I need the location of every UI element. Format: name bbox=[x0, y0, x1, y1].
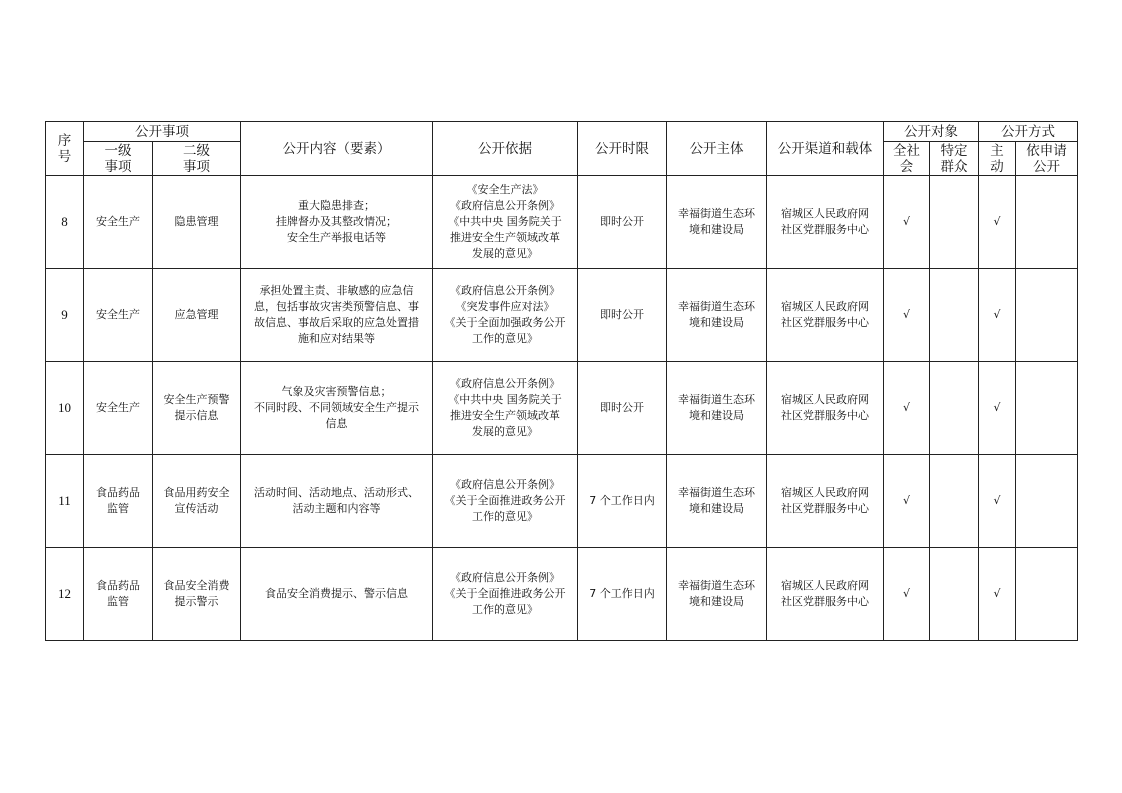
cell-channel: 宿城区人民政府网 社区党群服务中心 bbox=[767, 455, 884, 548]
header-method: 公开方式 bbox=[979, 122, 1078, 142]
cell-content: 承担处置主责、非敏感的应急信 息，包括事故灾害类预警信息、事 故信息、事故后采取的应急处置措 施和应对结果等 bbox=[241, 269, 433, 362]
cell-method-active: √ bbox=[979, 362, 1016, 455]
cell-target-specific bbox=[930, 362, 979, 455]
table-row bbox=[46, 455, 1078, 548]
cell-basis: 《政府信息公开条例》 《关于全面推进政务公开 工作的意见》 bbox=[433, 548, 578, 641]
cell-method-active: √ bbox=[979, 455, 1016, 548]
cell-method-apply bbox=[1016, 548, 1078, 641]
cell-channel: 宿城区人民政府网 社区党群服务中心 bbox=[767, 362, 884, 455]
cell-time-limit: 7 个工作日内 bbox=[578, 548, 667, 641]
cell-basis: 《安全生产法》 《政府信息公开条例》 《中共中央 国务院关于 推进安全生产领域改革 发展的意见》 bbox=[433, 176, 578, 269]
cell-subject: 幸福街道生态环 境和建设局 bbox=[667, 269, 767, 362]
cell-target-all: √ bbox=[884, 455, 930, 548]
cell-target-specific bbox=[930, 269, 979, 362]
header-method-active: 主 动 bbox=[979, 142, 1016, 176]
cell-basis: 《政府信息公开条例》 《关于全面推进政务公开 工作的意见》 bbox=[433, 455, 578, 548]
cell-content: 重大隐患排查； 挂牌督办及其整改情况； 安全生产举报电话等 bbox=[241, 176, 433, 269]
header-target-specific: 特定 群众 bbox=[930, 142, 979, 176]
table-row bbox=[46, 548, 1078, 641]
header-items: 公开事项 bbox=[84, 122, 241, 142]
cell-target-all: √ bbox=[884, 176, 930, 269]
cell-level2: 食品安全消费 提示警示 bbox=[153, 548, 241, 641]
header-basis: 公开依据 bbox=[433, 122, 578, 176]
cell-time-limit: 即时公开 bbox=[578, 176, 667, 269]
header-content: 公开内容（要素） bbox=[241, 122, 433, 176]
header-level2: 二级 事项 bbox=[153, 142, 241, 176]
cell-content: 气象及灾害预警信息； 不同时段、不同领域安全生产提示 信息 bbox=[241, 362, 433, 455]
cell-subject: 幸福街道生态环 境和建设局 bbox=[667, 176, 767, 269]
cell-target-all: √ bbox=[884, 269, 930, 362]
cell-method-active: √ bbox=[979, 269, 1016, 362]
cell-subject: 幸福街道生态环 境和建设局 bbox=[667, 362, 767, 455]
cell-method-active: √ bbox=[979, 548, 1016, 641]
table-header bbox=[46, 122, 1078, 176]
cell-seq: 11 bbox=[46, 455, 84, 548]
cell-content: 活动时间、活动地点、活动形式、 活动主题和内容等 bbox=[241, 455, 433, 548]
cell-method-apply bbox=[1016, 362, 1078, 455]
table-row bbox=[46, 269, 1078, 362]
header-target: 公开对象 bbox=[884, 122, 979, 142]
header-channel: 公开渠道和载体 bbox=[767, 122, 884, 176]
cell-target-specific bbox=[930, 455, 979, 548]
cell-level1: 食品药品 监管 bbox=[84, 455, 153, 548]
cell-level1: 食品药品 监管 bbox=[84, 548, 153, 641]
cell-level2: 食品用药安全 宣传活动 bbox=[153, 455, 241, 548]
table-body bbox=[46, 176, 1078, 641]
cell-seq: 9 bbox=[46, 269, 84, 362]
cell-subject: 幸福街道生态环 境和建设局 bbox=[667, 455, 767, 548]
header-target-all: 全社 会 bbox=[884, 142, 930, 176]
cell-level2: 应急管理 bbox=[153, 269, 241, 362]
cell-seq: 12 bbox=[46, 548, 84, 641]
header-time-limit: 公开时限 bbox=[578, 122, 667, 176]
cell-method-apply bbox=[1016, 176, 1078, 269]
cell-level1: 安全生产 bbox=[84, 362, 153, 455]
cell-method-apply bbox=[1016, 269, 1078, 362]
cell-time-limit: 即时公开 bbox=[578, 362, 667, 455]
cell-method-apply bbox=[1016, 455, 1078, 548]
cell-basis: 《政府信息公开条例》 《突发事件应对法》 《关于全面加强政务公开 工作的意见》 bbox=[433, 269, 578, 362]
header-subject: 公开主体 bbox=[667, 122, 767, 176]
cell-subject: 幸福街道生态环 境和建设局 bbox=[667, 548, 767, 641]
cell-seq: 8 bbox=[46, 176, 84, 269]
cell-level1: 安全生产 bbox=[84, 269, 153, 362]
cell-channel: 宿城区人民政府网 社区党群服务中心 bbox=[767, 548, 884, 641]
cell-target-all: √ bbox=[884, 362, 930, 455]
cell-channel: 宿城区人民政府网 社区党群服务中心 bbox=[767, 269, 884, 362]
cell-target-specific bbox=[930, 548, 979, 641]
cell-time-limit: 即时公开 bbox=[578, 269, 667, 362]
header-method-apply: 依申请 公开 bbox=[1016, 142, 1078, 176]
cell-channel: 宿城区人民政府网 社区党群服务中心 bbox=[767, 176, 884, 269]
header-level1: 一级 事项 bbox=[84, 142, 153, 176]
cell-basis: 《政府信息公开条例》 《中共中央 国务院关于 推进安全生产领域改革 发展的意见》 bbox=[433, 362, 578, 455]
cell-time-limit: 7 个工作日内 bbox=[578, 455, 667, 548]
cell-target-all: √ bbox=[884, 548, 930, 641]
cell-level1: 安全生产 bbox=[84, 176, 153, 269]
cell-level2: 安全生产预警 提示信息 bbox=[153, 362, 241, 455]
disclosure-table bbox=[45, 121, 1078, 641]
cell-level2: 隐患管理 bbox=[153, 176, 241, 269]
cell-seq: 10 bbox=[46, 362, 84, 455]
cell-content: 食品安全消费提示、警示信息 bbox=[241, 548, 433, 641]
cell-method-active: √ bbox=[979, 176, 1016, 269]
header-seq: 序 号 bbox=[46, 122, 84, 176]
table-row bbox=[46, 176, 1078, 269]
cell-target-specific bbox=[930, 176, 979, 269]
table-row bbox=[46, 362, 1078, 455]
